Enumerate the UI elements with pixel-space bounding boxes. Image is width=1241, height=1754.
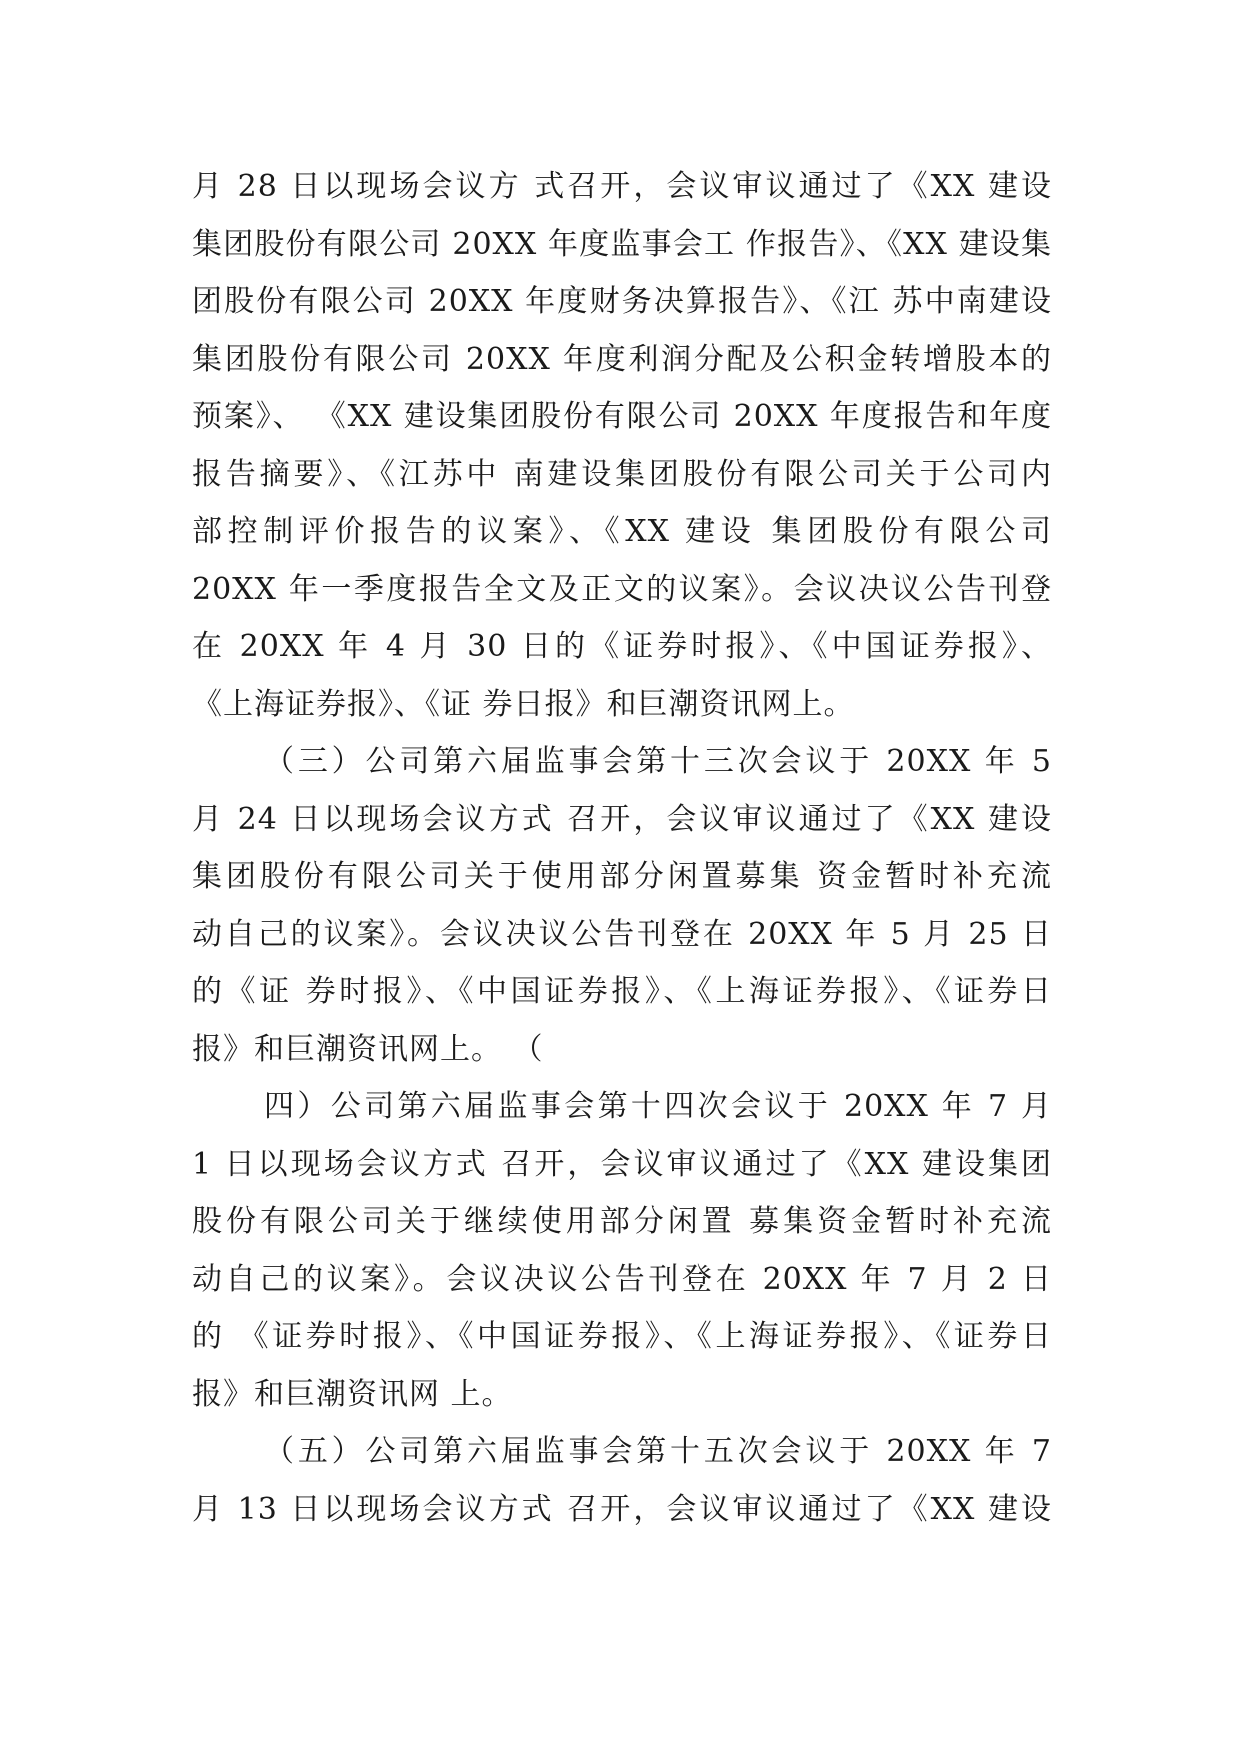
text-line: 股份有限公司关于继续使用部分闲置 募集资金暂时补充流 xyxy=(192,1204,1052,1239)
text-line: 的《证 券时报》、《中国证券报》、《上海证券报》、《证券日 xyxy=(192,974,1052,1009)
text-line: 报》和巨潮资讯网 上。 xyxy=(192,1376,513,1412)
text-line: 部控制评价报告的议案》、《XX 建设 集团股份有限公司 xyxy=(192,514,1052,549)
text-line: 20XX 年一季度报告全文及正文的议案》。会议决议公告刊登 xyxy=(192,571,1052,607)
paragraph-start-line: （五）公司第六届监事会第十五次会议于 20XX 年 7 xyxy=(264,1434,1052,1469)
text-line: 月 13 日以现场会议方式 召开，会议审议通过了《XX 建设 xyxy=(192,1491,1052,1527)
body-text xyxy=(192,158,1052,1538)
text-line: 集团股份有限公司 20XX 年度监事会工 作报告》、《XX 建设集 xyxy=(192,226,1052,262)
text-line: 动自己的议案》。会议决议公告刊登在 20XX 年 7 月 2 日 xyxy=(192,1261,1052,1297)
text-line: 动自己的议案》。会议决议公告刊登在 20XX 年 5 月 25 日 xyxy=(192,916,1052,952)
text-line: 《上海证券报》、《证 券日报》和巨潮资讯网上。 xyxy=(192,686,855,722)
paragraph-start-line: 四）公司第六届监事会第十四次会议于 20XX 年 7 月 xyxy=(264,1089,1052,1124)
text-line: 集团股份有限公司关于使用部分闲置募集 资金暂时补充流 xyxy=(192,859,1052,894)
text-line: 报》和巨潮资讯网上。 （ xyxy=(192,1031,544,1067)
text-line: 月 28 日以现场会议方 式召开，会议审议通过了《XX 建设 xyxy=(192,169,1052,204)
text-line: 1 日以现场会议方式 召开，会议审议通过了《XX 建设集团 xyxy=(192,1146,1052,1182)
text-line: 集团股份有限公司 20XX 年度利润分配及公积金转增股本的 xyxy=(192,341,1052,377)
text-line: 预案》、 《XX 建设集团股份有限公司 20XX 年度报告和年度 xyxy=(192,399,1052,434)
text-line: 团股份有限公司 20XX 年度财务决算报告》、《江 苏中南建设 xyxy=(192,284,1052,319)
text-line: 报告摘要》、《江苏中 南建设集团股份有限公司关于公司内 xyxy=(192,456,1052,492)
text-line: 在 20XX 年 4 月 30 日的《证券时报》、《中国证券报》、 xyxy=(192,629,1052,664)
text-line: 月 24 日以现场会议方式 召开，会议审议通过了《XX 建设 xyxy=(192,801,1052,837)
text-line: 的 《证券时报》、《中国证券报》、《上海证券报》、《证券日 xyxy=(192,1319,1052,1354)
paragraph-start-line: （三）公司第六届监事会第十三次会议于 20XX 年 5 xyxy=(264,744,1052,779)
